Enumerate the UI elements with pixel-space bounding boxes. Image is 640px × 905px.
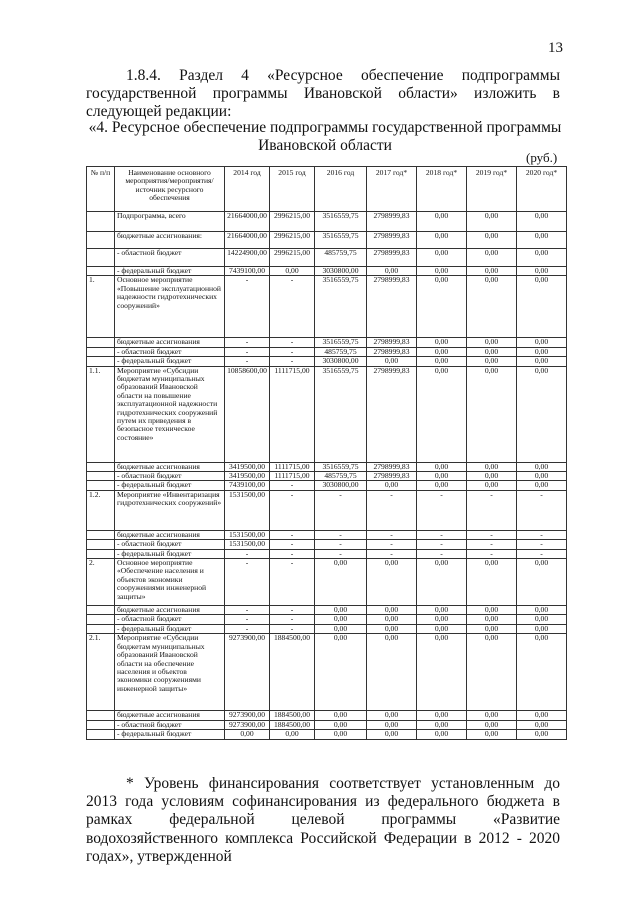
value-cell: 1531500,00 bbox=[225, 490, 270, 530]
value-cell: 0,00 bbox=[367, 357, 417, 366]
value-cell: 9273900,00 bbox=[225, 711, 270, 720]
value-cell: - bbox=[517, 549, 567, 558]
table-row bbox=[87, 549, 567, 558]
value-cell: - bbox=[315, 549, 367, 558]
value-cell: 2798999,83 bbox=[367, 212, 417, 232]
row-number-cell bbox=[87, 347, 115, 356]
value-cell: 2798999,83 bbox=[367, 472, 417, 481]
value-cell: 9273900,00 bbox=[225, 634, 270, 711]
value-cell: - bbox=[367, 530, 417, 539]
table-row bbox=[87, 462, 567, 471]
value-cell: 0,00 bbox=[315, 730, 367, 739]
table-row bbox=[87, 338, 567, 347]
header-cell: 2015 год bbox=[270, 167, 315, 212]
value-cell: 0,00 bbox=[517, 481, 567, 490]
value-cell: 0,00 bbox=[467, 338, 517, 347]
value-cell: - bbox=[270, 549, 315, 558]
value-cell: - bbox=[270, 615, 315, 624]
table-row bbox=[87, 249, 567, 267]
row-name-cell: - областной бюджет bbox=[115, 540, 225, 549]
table-row bbox=[87, 730, 567, 739]
value-cell: 0,00 bbox=[367, 711, 417, 720]
value-cell: 0,00 bbox=[517, 624, 567, 633]
value-cell: 0,00 bbox=[367, 559, 417, 606]
row-number-cell bbox=[87, 267, 115, 276]
row-name-cell: бюджетные ассигнования bbox=[115, 606, 225, 615]
value-cell: 7439100,00 bbox=[225, 267, 270, 276]
row-number-cell bbox=[87, 212, 115, 232]
value-cell: 0,00 bbox=[417, 366, 467, 462]
value-cell: 0,00 bbox=[417, 232, 467, 249]
value-cell: 0,00 bbox=[517, 212, 567, 232]
value-cell: 0,00 bbox=[517, 559, 567, 606]
value-cell: 485759,75 bbox=[315, 347, 367, 356]
header-cell: 2018 год* bbox=[417, 167, 467, 212]
row-name-cell: - областной бюджет bbox=[115, 472, 225, 481]
value-cell: 0,00 bbox=[467, 276, 517, 338]
value-cell: 2798999,83 bbox=[367, 232, 417, 249]
row-number-cell bbox=[87, 720, 115, 729]
value-cell: 3419500,00 bbox=[225, 472, 270, 481]
value-cell: 0,00 bbox=[467, 559, 517, 606]
row-name-cell: бюджетные ассигнования bbox=[115, 711, 225, 720]
value-cell: 2996215,00 bbox=[270, 249, 315, 267]
table-row bbox=[87, 212, 567, 232]
value-cell: 1884500,00 bbox=[270, 711, 315, 720]
row-number-cell bbox=[87, 249, 115, 267]
table-row bbox=[87, 472, 567, 481]
value-cell: 0,00 bbox=[417, 338, 467, 347]
table-row bbox=[87, 559, 567, 606]
value-cell: - bbox=[467, 490, 517, 530]
value-cell: 0,00 bbox=[417, 711, 467, 720]
table-row bbox=[87, 606, 567, 615]
value-cell: 2798999,83 bbox=[367, 249, 417, 267]
value-cell: 3516559,75 bbox=[315, 366, 367, 462]
value-cell: 3030800,00 bbox=[315, 357, 367, 366]
value-cell: - bbox=[417, 549, 467, 558]
row-number-cell: 1.1. bbox=[87, 366, 115, 462]
value-cell: - bbox=[315, 530, 367, 539]
row-name-cell: - федеральный бюджет bbox=[115, 481, 225, 490]
value-cell: - bbox=[270, 347, 315, 356]
value-cell: 0,00 bbox=[417, 462, 467, 471]
value-cell: 1111715,00 bbox=[270, 462, 315, 471]
table-row bbox=[87, 232, 567, 249]
value-cell: 0,00 bbox=[517, 276, 567, 338]
row-name-cell: Основное мероприятие «Обеспечение населения и объектов экономики сооружениями инженерной защиты» bbox=[115, 559, 225, 606]
value-cell: - bbox=[225, 624, 270, 633]
value-cell: 0,00 bbox=[467, 606, 517, 615]
value-cell: 0,00 bbox=[467, 347, 517, 356]
value-cell: 0,00 bbox=[367, 634, 417, 711]
value-cell: - bbox=[467, 530, 517, 539]
value-cell: - bbox=[225, 549, 270, 558]
value-cell: 2798999,83 bbox=[367, 366, 417, 462]
header-cell: 2019 год* bbox=[467, 167, 517, 212]
value-cell: - bbox=[517, 540, 567, 549]
value-cell: - bbox=[270, 357, 315, 366]
value-cell: - bbox=[270, 530, 315, 539]
value-cell: 0,00 bbox=[367, 615, 417, 624]
value-cell: 2996215,00 bbox=[270, 232, 315, 249]
table-row bbox=[87, 276, 567, 338]
value-cell: 0,00 bbox=[417, 267, 467, 276]
value-cell: 3516559,75 bbox=[315, 462, 367, 471]
value-cell: - bbox=[225, 276, 270, 338]
value-cell: - bbox=[225, 357, 270, 366]
value-cell: 1884500,00 bbox=[270, 720, 315, 729]
value-cell: - bbox=[270, 540, 315, 549]
header-cell: 2020 год* bbox=[517, 167, 567, 212]
value-cell: 9273900,00 bbox=[225, 720, 270, 729]
value-cell: 3516559,75 bbox=[315, 276, 367, 338]
value-cell: 1884500,00 bbox=[270, 634, 315, 711]
value-cell: 0,00 bbox=[417, 624, 467, 633]
value-cell: - bbox=[467, 549, 517, 558]
value-cell: 1531500,00 bbox=[225, 540, 270, 549]
value-cell: 2996215,00 bbox=[270, 212, 315, 232]
value-cell: 10858600,00 bbox=[225, 366, 270, 462]
row-name-cell: Мероприятие «Субсидии бюджетам муниципальных образований Ивановской области на повышение эксплуатационной надежности гидротехнических сооружений путем их приведения в безопасное техническое состояние» bbox=[115, 366, 225, 462]
value-cell: 0,00 bbox=[517, 711, 567, 720]
value-cell: 0,00 bbox=[467, 481, 517, 490]
intro-paragraph: 1.8.4. Раздел 4 «Ресурсное обеспечение подпрограммы государственной программы Ивановской области» изложить в следующей редакции: bbox=[86, 67, 560, 120]
table-row bbox=[87, 711, 567, 720]
value-cell: 21664000,00 bbox=[225, 212, 270, 232]
footnote: * Уровень финансирования соответствует установленным до 2013 года условиям софинансирования из федерального бюджета в рамках федеральной целевой программы «Развитие водохозяйственного комплекса Российской Федерации в 2012 - 2020 годах», утвержденной bbox=[86, 775, 560, 865]
row-name-cell: - федеральный бюджет bbox=[115, 357, 225, 366]
value-cell: 0,00 bbox=[417, 357, 467, 366]
value-cell: - bbox=[225, 615, 270, 624]
value-cell: 14224900,00 bbox=[225, 249, 270, 267]
value-cell: 0,00 bbox=[367, 730, 417, 739]
value-cell: - bbox=[367, 540, 417, 549]
value-cell: 3419500,00 bbox=[225, 462, 270, 471]
value-cell: 0,00 bbox=[367, 481, 417, 490]
value-cell: 0,00 bbox=[517, 232, 567, 249]
value-cell: 0,00 bbox=[315, 720, 367, 729]
value-cell: 3516559,75 bbox=[315, 212, 367, 232]
value-cell: 0,00 bbox=[467, 730, 517, 739]
header-cell: 2014 год bbox=[225, 167, 270, 212]
value-cell: - bbox=[517, 530, 567, 539]
value-cell: 1111715,00 bbox=[270, 472, 315, 481]
value-cell: - bbox=[225, 347, 270, 356]
value-cell: 0,00 bbox=[315, 615, 367, 624]
value-cell: 2798999,83 bbox=[367, 347, 417, 356]
row-number-cell bbox=[87, 624, 115, 633]
value-cell: 0,00 bbox=[467, 711, 517, 720]
table-row bbox=[87, 481, 567, 490]
value-cell: 0,00 bbox=[517, 357, 567, 366]
value-cell: 0,00 bbox=[315, 559, 367, 606]
row-name-cell: бюджетные ассигнования bbox=[115, 338, 225, 347]
value-cell: - bbox=[270, 338, 315, 347]
value-cell: 485759,75 bbox=[315, 472, 367, 481]
page-number: 13 bbox=[548, 40, 563, 56]
value-cell: 3516559,75 bbox=[315, 232, 367, 249]
value-cell: 0,00 bbox=[517, 366, 567, 462]
value-cell: - bbox=[367, 490, 417, 530]
table-row bbox=[87, 357, 567, 366]
value-cell: 1531500,00 bbox=[225, 530, 270, 539]
value-cell: 0,00 bbox=[315, 711, 367, 720]
value-cell: 0,00 bbox=[417, 472, 467, 481]
header-cell: Наименование основного мероприятия/мероприятия/ источник ресурсного обеспечения bbox=[115, 167, 225, 212]
row-number-cell bbox=[87, 232, 115, 249]
value-cell: 3030800,00 bbox=[315, 481, 367, 490]
row-name-cell: - федеральный бюджет bbox=[115, 624, 225, 633]
value-cell: - bbox=[270, 624, 315, 633]
section-title: «4. Ресурсное обеспечение подпрограммы государственной программы Ивановской области bbox=[88, 119, 562, 154]
table-row bbox=[87, 530, 567, 539]
value-cell: 0,00 bbox=[517, 730, 567, 739]
value-cell: - bbox=[225, 559, 270, 606]
value-cell: 21664000,00 bbox=[225, 232, 270, 249]
value-cell: 3516559,75 bbox=[315, 338, 367, 347]
row-number-cell bbox=[87, 481, 115, 490]
row-number-cell bbox=[87, 711, 115, 720]
row-number-cell bbox=[87, 540, 115, 549]
table-row bbox=[87, 634, 567, 711]
row-name-cell: бюджетные ассигнования bbox=[115, 462, 225, 471]
row-name-cell: Мероприятие «Инвентаризация гидротехнических сооружений» bbox=[115, 490, 225, 530]
row-name-cell: Подпрограмма, всего bbox=[115, 212, 225, 232]
value-cell: 0,00 bbox=[367, 624, 417, 633]
value-cell: 1111715,00 bbox=[270, 366, 315, 462]
value-cell: 2798999,83 bbox=[367, 338, 417, 347]
value-cell: 0,00 bbox=[517, 267, 567, 276]
row-name-cell: Мероприятие «Субсидии бюджетам муниципальных образований Ивановской области на обеспечение населения и объектов экономики сооружениями инженерной защиты» bbox=[115, 634, 225, 711]
table-row bbox=[87, 720, 567, 729]
table-row bbox=[87, 347, 567, 356]
value-cell: 0,00 bbox=[467, 249, 517, 267]
value-cell: 0,00 bbox=[225, 730, 270, 739]
value-cell: - bbox=[315, 540, 367, 549]
row-number-cell bbox=[87, 338, 115, 347]
value-cell: 0,00 bbox=[270, 730, 315, 739]
value-cell: 0,00 bbox=[517, 462, 567, 471]
value-cell: 7439100,00 bbox=[225, 481, 270, 490]
value-cell: - bbox=[417, 490, 467, 530]
table-row bbox=[87, 490, 567, 530]
value-cell: 0,00 bbox=[367, 606, 417, 615]
value-cell: - bbox=[225, 338, 270, 347]
value-cell: 0,00 bbox=[367, 267, 417, 276]
value-cell: 0,00 bbox=[417, 634, 467, 711]
value-cell: 0,00 bbox=[467, 624, 517, 633]
value-cell: - bbox=[517, 490, 567, 530]
value-cell: 0,00 bbox=[467, 357, 517, 366]
value-cell: 0,00 bbox=[467, 366, 517, 462]
row-number-cell bbox=[87, 357, 115, 366]
value-cell: 0,00 bbox=[417, 720, 467, 729]
row-number-cell bbox=[87, 472, 115, 481]
value-cell: 0,00 bbox=[467, 472, 517, 481]
row-name-cell: бюджетные ассигнования bbox=[115, 530, 225, 539]
row-number-cell bbox=[87, 530, 115, 539]
value-cell: 0,00 bbox=[517, 615, 567, 624]
value-cell: - bbox=[270, 276, 315, 338]
value-cell: - bbox=[270, 490, 315, 530]
row-number-cell: 1. bbox=[87, 276, 115, 338]
row-name-cell: - федеральный бюджет bbox=[115, 549, 225, 558]
value-cell: 0,00 bbox=[467, 212, 517, 232]
value-cell: 0,00 bbox=[315, 634, 367, 711]
header-cell: 2017 год* bbox=[367, 167, 417, 212]
value-cell: 0,00 bbox=[315, 624, 367, 633]
table-row bbox=[87, 624, 567, 633]
value-cell: - bbox=[367, 549, 417, 558]
value-cell: - bbox=[417, 540, 467, 549]
value-cell: - bbox=[467, 540, 517, 549]
value-cell: 2798999,83 bbox=[367, 462, 417, 471]
value-cell: 0,00 bbox=[517, 249, 567, 267]
row-name-cell: - областной бюджет bbox=[115, 347, 225, 356]
value-cell: - bbox=[270, 481, 315, 490]
value-cell: 0,00 bbox=[467, 615, 517, 624]
row-number-cell bbox=[87, 549, 115, 558]
value-cell: 0,00 bbox=[417, 606, 467, 615]
table-row bbox=[87, 366, 567, 462]
table-header-row bbox=[87, 167, 567, 212]
table-row bbox=[87, 540, 567, 549]
value-cell: 0,00 bbox=[417, 249, 467, 267]
value-cell: 0,00 bbox=[367, 720, 417, 729]
value-cell: 0,00 bbox=[517, 634, 567, 711]
value-cell: 0,00 bbox=[417, 615, 467, 624]
value-cell: - bbox=[270, 559, 315, 606]
unit-label: (руб.) bbox=[526, 150, 558, 165]
value-cell: 0,00 bbox=[517, 338, 567, 347]
value-cell: 2798999,83 bbox=[367, 276, 417, 338]
value-cell: 0,00 bbox=[417, 481, 467, 490]
value-cell: 0,00 bbox=[517, 347, 567, 356]
value-cell: 0,00 bbox=[467, 232, 517, 249]
value-cell: 0,00 bbox=[417, 276, 467, 338]
row-number-cell bbox=[87, 462, 115, 471]
value-cell: - bbox=[225, 606, 270, 615]
value-cell: - bbox=[315, 490, 367, 530]
value-cell: - bbox=[270, 606, 315, 615]
value-cell: 0,00 bbox=[517, 720, 567, 729]
row-name-cell: - областной бюджет bbox=[115, 249, 225, 267]
table-row bbox=[87, 267, 567, 276]
row-number-cell bbox=[87, 606, 115, 615]
row-number-cell bbox=[87, 615, 115, 624]
row-name-cell: - областной бюджет bbox=[115, 720, 225, 729]
resource-table bbox=[86, 166, 567, 740]
value-cell: - bbox=[417, 530, 467, 539]
value-cell: 0,00 bbox=[467, 462, 517, 471]
value-cell: 0,00 bbox=[517, 472, 567, 481]
value-cell: 0,00 bbox=[517, 606, 567, 615]
value-cell: 0,00 bbox=[417, 559, 467, 606]
table-row bbox=[87, 615, 567, 624]
value-cell: 485759,75 bbox=[315, 249, 367, 267]
value-cell: 3030800,00 bbox=[315, 267, 367, 276]
value-cell: 0,00 bbox=[417, 730, 467, 739]
row-name-cell: - федеральный бюджет bbox=[115, 267, 225, 276]
value-cell: 0,00 bbox=[467, 634, 517, 711]
row-number-cell: 2. bbox=[87, 559, 115, 606]
row-name-cell: - областной бюджет bbox=[115, 615, 225, 624]
header-cell: № п/п bbox=[87, 167, 115, 212]
row-number-cell bbox=[87, 730, 115, 739]
row-number-cell: 2.1. bbox=[87, 634, 115, 711]
header-cell: 2016 год bbox=[315, 167, 367, 212]
value-cell: 0,00 bbox=[417, 212, 467, 232]
row-number-cell: 1.2. bbox=[87, 490, 115, 530]
row-name-cell: - федеральный бюджет bbox=[115, 730, 225, 739]
row-name-cell: Основное мероприятие «Повышение эксплуатационной надежности гидротехнических сооружений» bbox=[115, 276, 225, 338]
value-cell: 0,00 bbox=[417, 347, 467, 356]
value-cell: 0,00 bbox=[270, 267, 315, 276]
value-cell: 0,00 bbox=[467, 267, 517, 276]
value-cell: 0,00 bbox=[315, 606, 367, 615]
row-name-cell: бюджетные ассигнования: bbox=[115, 232, 225, 249]
value-cell: 0,00 bbox=[467, 720, 517, 729]
